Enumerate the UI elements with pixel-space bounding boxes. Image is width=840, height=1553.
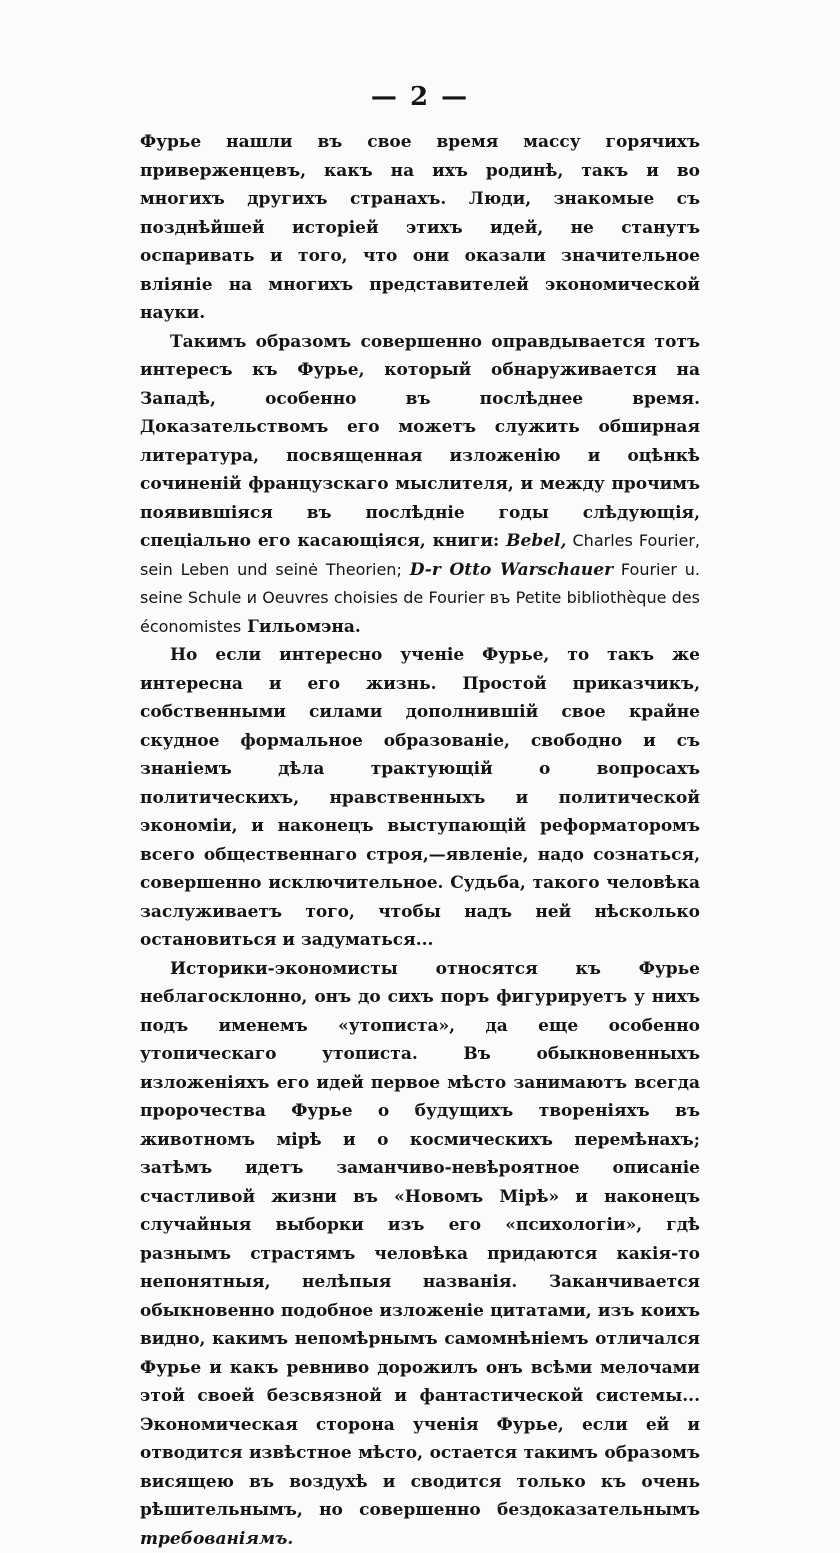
body-text [140,128,700,1553]
paragraph-2 [140,328,700,642]
paragraph-2-text-a: Такимъ образомъ совершенно оправдывается тотъ интересъ къ Фурье, который обнаруживается на Западѣ, особенно въ послѣднее время. Доказательствомъ его можетъ служить обширная литература, посвященная изложенію и оцѣнкѣ сочиненій французскаго мыслителя, и между прочимъ появившіяся въ послѣдніе годы слѣдующія, спеціально его касающіяся, книги: [140,332,700,552]
paragraph-4 [140,955,700,1553]
author-bebel: Bebel, [506,531,566,551]
series-title: Petite bibliothèque des économistes [140,588,700,636]
author-warschauer: D-r Otto Warschauer [410,560,613,580]
paragraph-1: Фурье нашли въ свое время массу горячихъ приверженцевъ, какъ на ихъ родинѣ, такъ и во многихъ другихъ странахъ. Люди, знакомые съ позднѣйшей исторіей этихъ идей, не станутъ оспаривать и того, что они оказали значительное вліяніе на многихъ представителей экономической науки. [140,128,700,328]
paragraph-4-emphasis: требованіямъ. [140,1529,293,1549]
paragraph-2-text-b: Гильомэна. [241,617,361,637]
book-title-bebel: Charles Fourier, sein Leben und seinė Theorien; [140,531,700,579]
paragraph-4-text: Историки-экономисты относятся къ Фурье неблагосклонно, онъ до сихъ поръ фигурируетъ у нихъ подъ именемъ «утописта», да еще особенно утопическаго утописта. Въ обыкновенныхъ изложеніяхъ его идей первое мѣсто занимаютъ всегда пророчества Фурье о будущихъ твореніяхъ въ животномъ мірѣ и о космическихъ перемѣнахъ; затѣмъ идетъ заманчиво-невѣроятное описаніе счастливой жизни въ «Новомъ Мірѣ» и наконецъ случайныя выборки изъ его «психологіи», гдѣ разнымъ страстямъ человѣка придаются какія-то непонятныя, нелѣпыя названія. Заканчивается обыкновенно подобное изложеніе цитатами, изъ коихъ видно, какимъ непомѣрнымъ самомнѣніемъ отличался Фурье и какъ ревниво дорожилъ онъ всѣми мелочами этой своей безсвязной и фантастической системы... Экономическая сторона ученія Фурье, если ей и отводится извѣстное мѣсто, остается такимъ образомъ висящею въ воздухѣ и сводится только къ очень рѣшительнымъ, но совершенно бездоказательнымъ [140,959,700,1521]
paragraph-3: Но если интересно ученіе Фурье, то такъ же интересна и его жизнь. Простой приказчикъ, собственными силами дополнившій свое крайне скудное формальное образованіе, свободно и съ знаніемъ дѣла трактующій о вопросахъ политическихъ, нравственныхъ и политической экономіи, и наконецъ выступающій реформаторомъ всего общественнаго строя,—явленіе, надо сознаться, совершенно исключительное. Судьба, такого человѣка заслуживаетъ того, чтобы надъ ней нѣсколько остановиться и задуматься... [140,641,700,955]
page-number: — 2 — [0,82,840,112]
book-title-warschauer: Fourier u. seine Schule и Oeuvres choisies de Fourier въ [140,560,700,608]
